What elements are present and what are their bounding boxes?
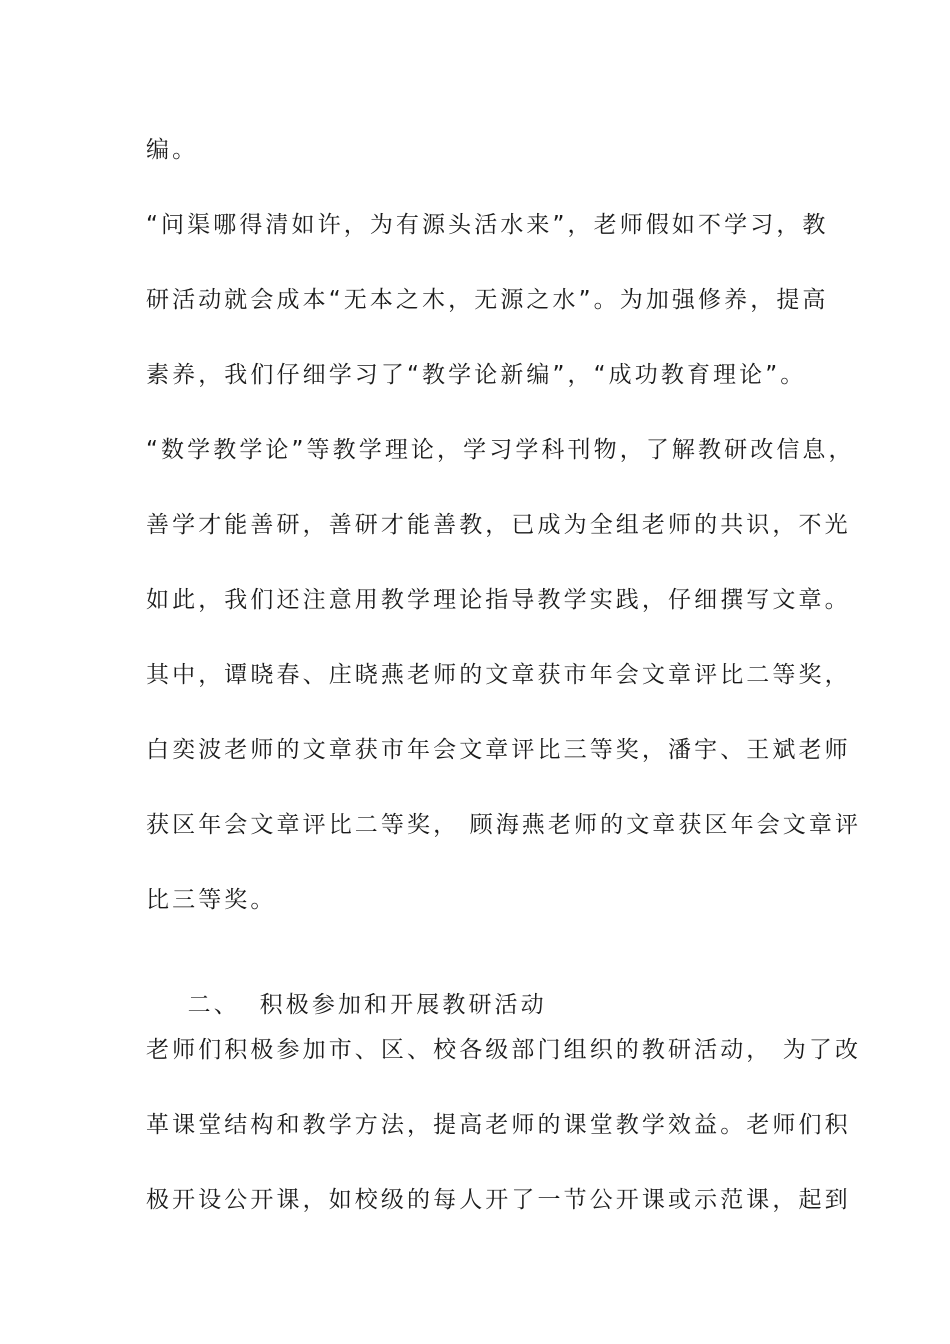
paragraph-line: 研活动就会成本“无本之木，无源之水”。为加强修养，提高 — [146, 287, 829, 313]
paragraph-line: 善学才能善研，善研才能善教，已成为全组老师的共识，不光 — [146, 512, 851, 538]
paragraph-line: 老师们积极参加市、区、校各级部门组织的教研活动， 为了改 — [146, 1037, 862, 1063]
paragraph-line: “问渠哪得清如许，为有源头活水来”，老师假如不学习，教 — [146, 212, 829, 238]
paragraph-line: 比三等奖。 — [146, 887, 277, 913]
paragraph-line: 革课堂结构和教学方法，提高老师的课堂教学效益。老师们积 — [146, 1112, 851, 1138]
paragraph-line: 编。 — [146, 137, 199, 163]
paragraph-line: 获区年会文章评比二等奖， 顾海燕老师的文章获区年会文章评 — [146, 812, 862, 838]
paragraph-line: 素养，我们仔细学习了“教学论新编”，“成功教育理论”。 — [146, 362, 807, 388]
paragraph-line: “数学教学论”等教学理论，学习学科刊物，了解教研改信息， — [146, 437, 855, 463]
section-title: 积极参加和开展教研活动 — [259, 992, 547, 1018]
paragraph-line: 白奕波老师的文章获市年会文章评比三等奖，潘宇、王斌老师 — [146, 737, 851, 763]
paragraph-line: 如此，我们还注意用教学理论指导教学实践，仔细撰写文章。 — [146, 587, 851, 613]
paragraph-line: 极开设公开课，如校级的每人开了一节公开课或示范课，起到 — [146, 1187, 851, 1213]
section-number: 二、 — [187, 992, 240, 1018]
paragraph-line: 其中，谭晓春、庄晓燕老师的文章获市年会文章评比二等奖， — [146, 662, 851, 688]
